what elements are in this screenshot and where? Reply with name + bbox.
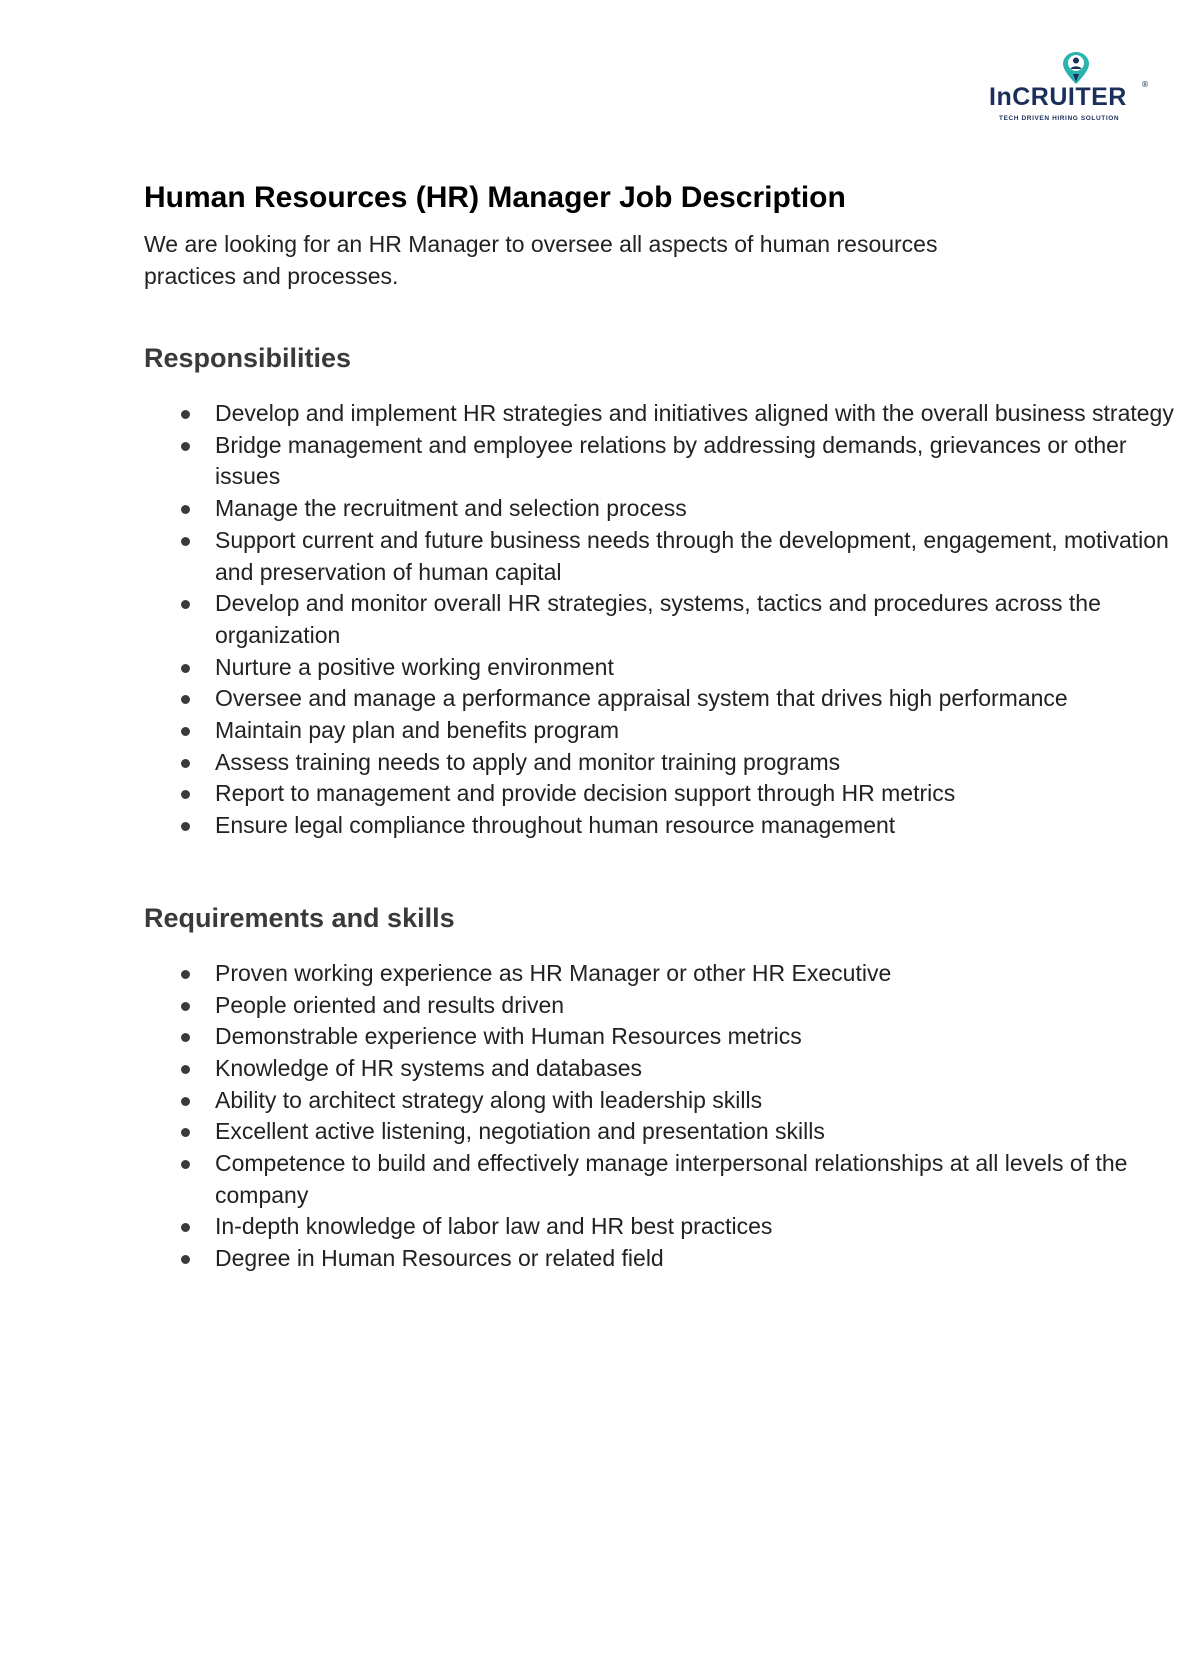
bullet-icon [181, 442, 190, 451]
bullet-icon [181, 1033, 190, 1042]
list-item [144, 958, 1175, 990]
list-item-text: Excellent active listening, negotiation and presentation skills [215, 1118, 825, 1145]
list-item-text: Oversee and manage a performance appraisal system that drives high performance [215, 685, 1068, 712]
document-body [144, 178, 1174, 1275]
list-item [144, 1148, 1175, 1211]
brand-wordmark [989, 83, 1151, 112]
list-item-text: Report to management and provide decision support through HR metrics [215, 780, 956, 807]
list-item-text: Nurture a positive working environment [215, 653, 614, 680]
list-item [144, 1085, 1175, 1117]
brand-wordmark-left: InC [989, 83, 1031, 111]
bullet-icon [181, 1255, 190, 1264]
list-item-text: Manage the recruitment and selection process [215, 495, 687, 522]
page-title: Human Resources (HR) Manager Job Description [144, 181, 846, 214]
list-item [144, 588, 1175, 651]
brand-logo [989, 50, 1151, 128]
bullet-icon [181, 790, 190, 799]
bullet-icon [181, 537, 190, 546]
brand-wordmark-right: UITER [1049, 83, 1127, 111]
list-item [144, 1021, 1175, 1053]
section-heading-responsibilities: Responsibilities [144, 343, 352, 373]
bullet-icon [181, 1097, 190, 1106]
bullet-icon [181, 1223, 190, 1232]
list-item [144, 493, 1175, 525]
list-item-text: Ability to architect strategy along with leadership skills [215, 1086, 763, 1113]
list-item [144, 525, 1175, 588]
bullet-icon [181, 1002, 190, 1011]
bullet-icon [181, 1160, 190, 1169]
bullet-icon [181, 505, 190, 514]
list-item [144, 778, 1175, 810]
intro-paragraph: We are looking for an HR Manager to oversee all aspects of human resources practices and processes. [144, 231, 938, 289]
list-item-text: Develop and monitor overall HR strategies, systems, tactics and procedures across the organization [215, 590, 1101, 648]
bullet-icon [181, 970, 190, 979]
bullet-icon [181, 664, 190, 673]
list-item-text: Maintain pay plan and benefits program [215, 717, 620, 744]
list-item-text: Support current and future business needs through the development, engagement, motivation and preservation of human capital [215, 526, 1169, 585]
list-item [144, 990, 1175, 1022]
list-item-text: Develop and implement HR strategies and initiatives aligned with the overall business strategy [215, 400, 1174, 426]
list-item [144, 747, 1175, 779]
list-item [144, 683, 1175, 715]
list-item [144, 430, 1175, 493]
list-item [144, 1211, 1175, 1243]
bullet-icon [181, 727, 190, 736]
list-item [144, 398, 1175, 430]
bullet-icon [181, 759, 190, 768]
list-item-text: In-depth knowledge of labor law and HR best practices [215, 1213, 773, 1240]
list-item-text: Proven working experience as HR Manager or other HR Executive [215, 959, 892, 986]
bullet-icon [181, 695, 190, 704]
list-item [144, 652, 1175, 684]
brand-wordmark-accent: R [1030, 83, 1050, 111]
list-item [144, 1053, 1175, 1085]
list-item-text: Bridge management and employee relations by addressing demands, grievances or other issues [215, 431, 1127, 490]
list-item [144, 715, 1175, 747]
bullet-icon [181, 410, 190, 419]
list-item-text: Demonstrable experience with Human Resources metrics [215, 1023, 802, 1050]
section-heading-requirements: Requirements and skills [144, 902, 455, 933]
requirements-list [144, 958, 1128, 1275]
bullet-icon [181, 1065, 190, 1074]
brand-tagline: TECH DRIVEN HIRING SOLUTION [999, 115, 1120, 122]
responsibilities-list [144, 398, 1174, 842]
list-item-text: Ensure legal compliance throughout human resource management [215, 812, 896, 839]
list-item-text: Competence to build and effectively manage interpersonal relationships at all levels of the company [215, 1150, 1128, 1208]
list-item-text: Assess training needs to apply and monitor training programs [215, 748, 841, 775]
bullet-icon [181, 1128, 190, 1137]
bullet-icon [181, 600, 190, 609]
list-item-text: Knowledge of HR systems and databases [215, 1054, 643, 1081]
list-item [144, 1116, 1175, 1148]
brand-registered-mark: ® [1141, 80, 1149, 89]
list-item [144, 1243, 1175, 1275]
list-item [144, 810, 1175, 842]
list-item-text: People oriented and results driven [215, 991, 565, 1018]
list-item-text: Degree in Human Resources or related field [215, 1245, 664, 1272]
bullet-icon [181, 822, 190, 831]
